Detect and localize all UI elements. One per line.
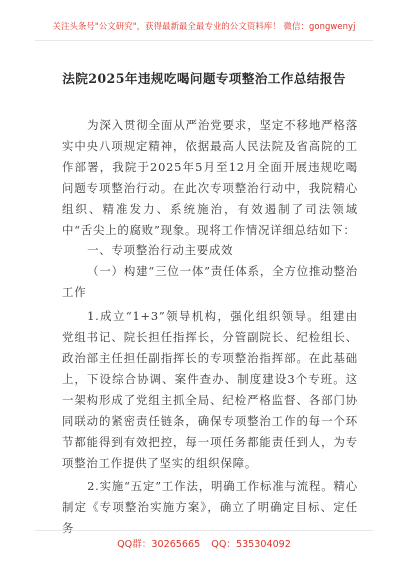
section-heading: 一、专项整治行动主要成效 — [87, 243, 234, 258]
document-body — [62, 115, 358, 539]
footer-contact: QQ群：30265665 QQ：535304092 — [117, 539, 291, 550]
body-paragraph: 2.实施“五定”工作法，明确工作标准与流程。精心制定《专项整治实施方案》，确立了明确定目标、定任务 — [62, 479, 358, 536]
header-divider — [35, 40, 373, 41]
body-paragraph: 1.成立“1+3”领导机构，强化组织领导。组建由党组书记、院长担任指挥长，分管副院长、纪检组长、政治部主任担任副指挥长的专项整治指挥部。在此基础上，下设综合协调、案件查办、制度建设3个专班。这一架构形成了党组主抓全局、纪检严格监督、各部门协同联动的紧密责任链条，确保专项整治工作的每一个环节都能得到有效把控，每一项任务都能责任到人，为专项整治工作提供了坚实的组织保障。 — [62, 309, 358, 470]
header-banner: 关注头条号"公文研究"，获得最新最全最专业的公文资料库！ 微信：gongwenyj — [52, 21, 356, 31]
document-title: 法院2025年违规吃喝问题专项整治工作总结报告 — [62, 71, 346, 86]
intro-paragraph: 为深入贯彻全面从严治党要求，坚定不移地严格落实中央八项规定精神，依据最高人民法院及省高院的工作部署，我院于2025年5月至12月全面开展违规吃喝问题专项整治行动。在此次专项整治行动中，我院精心组织、精准发力、系统施治，有效遏制了司法领域中“舌尖上的腐败”现象。现将工作情况详细总结如下： — [62, 118, 358, 237]
subsection-heading: （一）构建“三位一体”责任体系，全方位推动整治工作 — [62, 264, 358, 300]
footer-divider — [35, 530, 373, 531]
